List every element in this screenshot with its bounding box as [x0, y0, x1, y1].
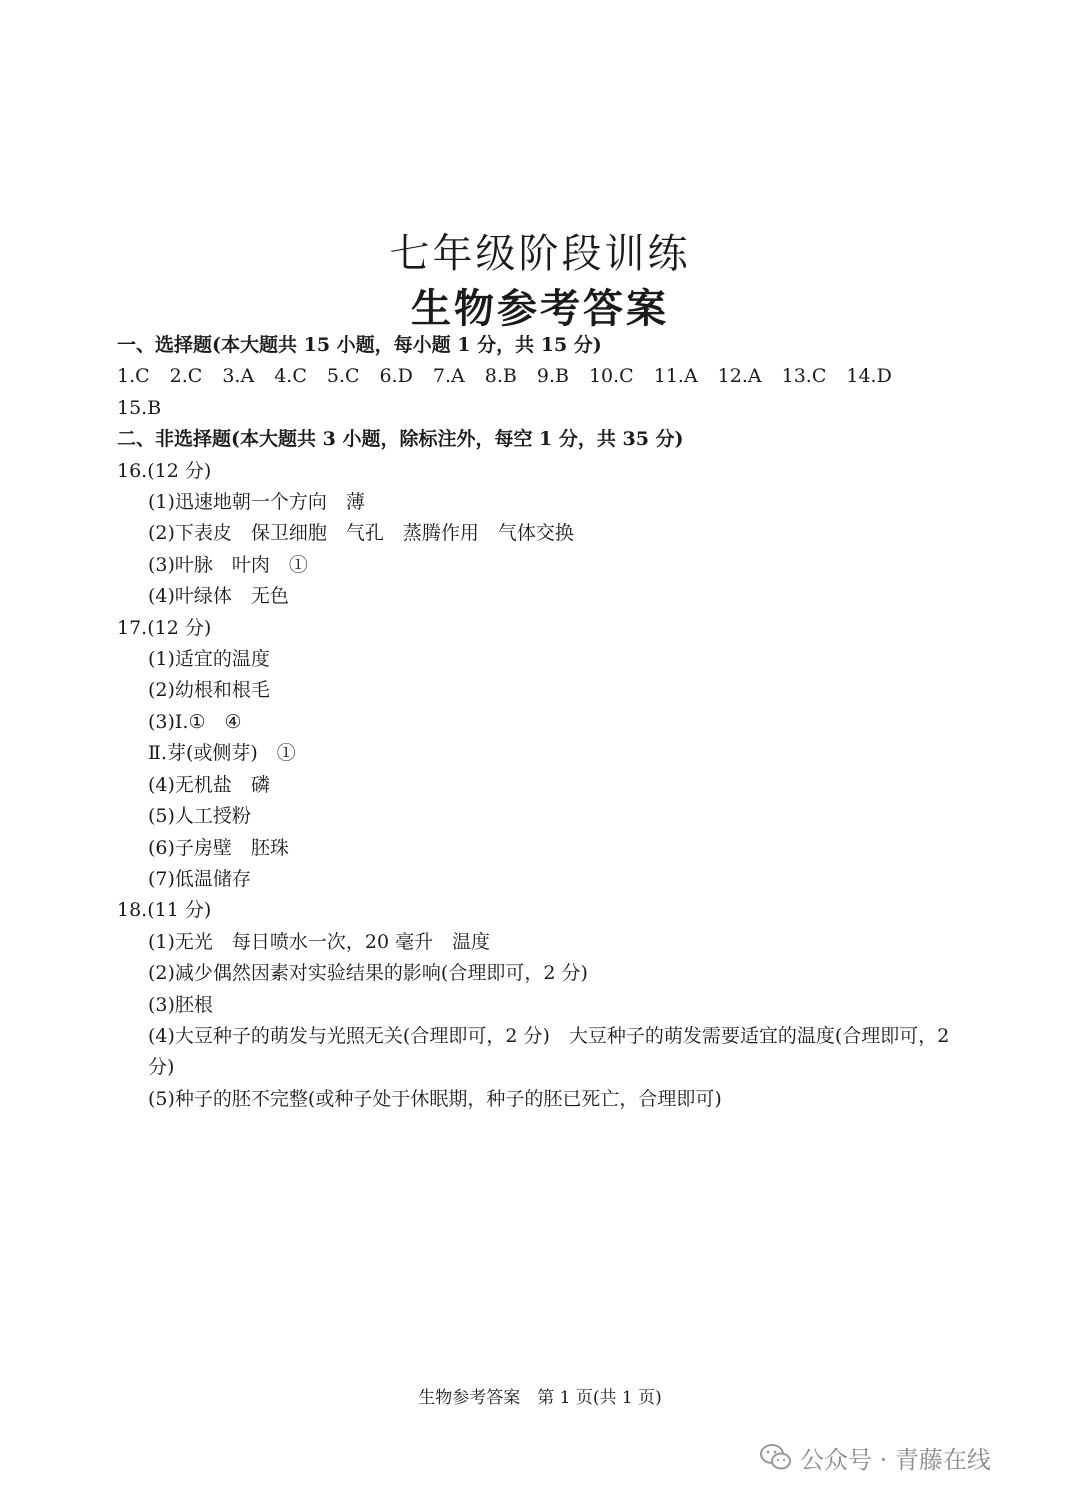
page-footer: 生物参考答案 第 1 页(共 1 页) — [418, 1388, 662, 1408]
choice-answer: 5.C — [326, 365, 360, 388]
page-subtitle: 生物参考答案 — [411, 285, 669, 332]
question-16-label: 16.(12 分) — [117, 459, 212, 482]
choice-answer: 3.A — [222, 365, 255, 388]
watermark-text: 公众号 · 青藤在线 — [800, 1445, 991, 1474]
choice-answer: 7.A — [432, 365, 465, 388]
answer-line: (1)适宜的温度 — [148, 648, 270, 671]
answer-content — [117, 330, 977, 1115]
answer-line: (5)人工授粉 — [148, 805, 251, 828]
answer-line: (5)种子的胚不完整(或种子处于休眠期，种子的胚已死亡，合理即可) — [148, 1087, 722, 1110]
answer-line: (2)减少偶然因素对实验结果的影响(合理即可，2 分) — [148, 962, 588, 985]
wechat-icon — [760, 1443, 792, 1471]
answer-line: (1)迅速地朝一个方向 薄 — [148, 491, 365, 514]
answer-line: (6)子房壁 胚珠 — [148, 836, 289, 859]
choice-answer: 10.C — [588, 365, 634, 388]
section-heading-nonchoice: 二、非选择题(本大题共 3 小题，除标注外，每空 1 分，共 35 分) — [117, 428, 684, 451]
choice-answer: 1.C — [117, 365, 150, 388]
answer-line: (3)叶脉 叶肉 ① — [148, 553, 308, 576]
answer-line: (4)无机盐 磷 — [148, 773, 270, 796]
section-heading-choice: 一、选择题(本大题共 15 小题，每小题 1 分，共 15 分) — [117, 334, 602, 356]
answer-line: (3)Ⅰ.① ④ — [148, 710, 242, 733]
answer-line: (4)大豆种子的萌发与光照无关(合理即可，2 分) 大豆种子的萌发需要适宜的温度(合理即可，2 分) — [148, 1024, 950, 1079]
choice-answer: 15.B — [117, 396, 162, 419]
choice-answer: 9.B — [536, 365, 569, 388]
answer-line: (1)无光 每日喷水一次，20 毫升 温度 — [148, 930, 491, 953]
choice-answer: 14.D — [846, 365, 892, 388]
question-17-label: 17.(12 分) — [117, 616, 212, 639]
answer-line: (2)下表皮 保卫细胞 气孔 蒸腾作用 气体交换 — [148, 522, 574, 545]
answer-line: (4)叶绿体 无色 — [148, 585, 289, 608]
choice-answer: 8.B — [484, 365, 517, 388]
answer-line: (2)幼根和根毛 — [148, 679, 270, 702]
question-18-label: 18.(11 分) — [117, 899, 212, 922]
choice-answer: 6.D — [379, 365, 413, 388]
watermark — [760, 1440, 991, 1474]
answer-line: (3)胚根 — [148, 993, 213, 1016]
choice-answer: 11.A — [653, 365, 698, 388]
choice-answers-row — [117, 361, 977, 392]
answer-line: Ⅱ.芽(或侧芽) ① — [148, 742, 296, 765]
choice-answer: 2.C — [169, 365, 203, 388]
choice-answers-row — [117, 393, 977, 424]
page-title: 七年级阶段训练 — [389, 231, 691, 277]
answer-line: (7)低温储存 — [148, 867, 251, 890]
choice-answer: 4.C — [274, 365, 307, 388]
choice-answer: 12.A — [717, 365, 762, 388]
choice-answer: 13.C — [781, 365, 827, 388]
